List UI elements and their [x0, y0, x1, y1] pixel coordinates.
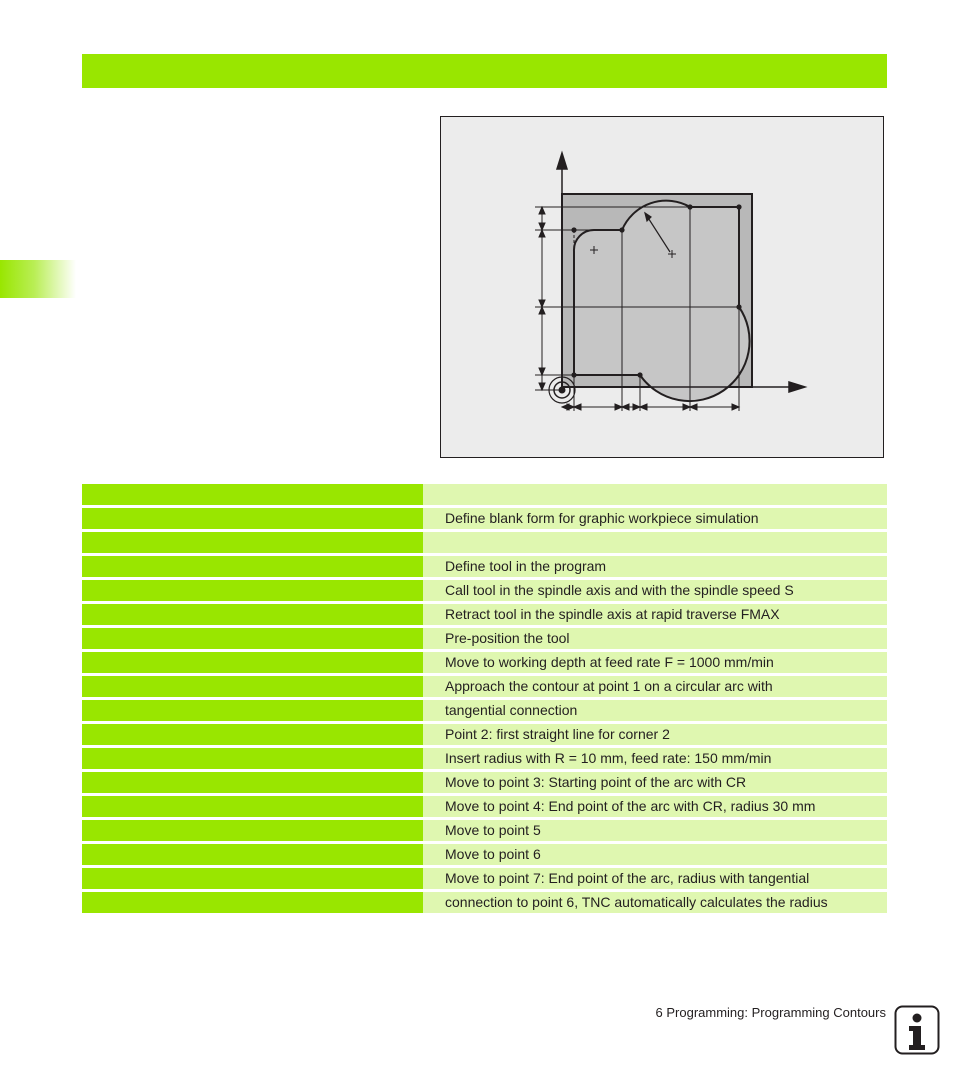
block-description: Insert radius with R = 10 mm, feed rate: 150 mm/min [423, 748, 887, 769]
nc-block-cell [82, 628, 423, 649]
contour-drawing [441, 117, 883, 457]
block-description [423, 484, 887, 505]
block-description: tangential connection [423, 700, 887, 721]
block-description: Retract tool in the spindle axis at rapid traverse FMAX [423, 604, 887, 625]
block-description [423, 532, 887, 553]
nc-block-cell [82, 484, 423, 505]
chapter-footer: 6 Programming: Programming Contours [655, 1005, 886, 1020]
program-row [82, 580, 887, 601]
block-description: Move to point 4: End point of the arc with CR, radius 30 mm [423, 796, 887, 817]
program-row [82, 820, 887, 841]
nc-block-cell [82, 892, 423, 913]
program-row [82, 676, 887, 697]
program-listing [82, 484, 887, 916]
block-description: Define tool in the program [423, 556, 887, 577]
program-row [82, 652, 887, 673]
nc-block-cell [82, 532, 423, 553]
nc-block-cell [82, 508, 423, 529]
contour-path [574, 201, 750, 401]
block-description: Pre-position the tool [423, 628, 887, 649]
block-description: Call tool in the spindle axis and with the spindle speed S [423, 580, 887, 601]
block-description: Move to point 7: End point of the arc, radius with tangential [423, 868, 887, 889]
program-row [82, 700, 887, 721]
nc-block-cell [82, 868, 423, 889]
block-description: connection to point 6, TNC automatically calculates the radius [423, 892, 887, 913]
info-icon [894, 1005, 940, 1055]
block-description: Move to point 3: Starting point of the arc with CR [423, 772, 887, 793]
program-row [82, 604, 887, 625]
program-row [82, 556, 887, 577]
horizontal-dimensions [562, 404, 739, 410]
block-description: Move to point 5 [423, 820, 887, 841]
nc-block-cell [82, 820, 423, 841]
program-row [82, 532, 887, 553]
nc-block-cell [82, 772, 423, 793]
contour-figure [440, 116, 884, 458]
nc-block-cell [82, 700, 423, 721]
program-row [82, 508, 887, 529]
nc-block-cell [82, 652, 423, 673]
block-description: Approach the contour at point 1 on a circular arc with [423, 676, 887, 697]
chapter-side-tab [0, 260, 76, 298]
program-row [82, 628, 887, 649]
nc-block-cell [82, 580, 423, 601]
nc-block-cell [82, 796, 423, 817]
program-row [82, 868, 887, 889]
block-description: Define blank form for graphic workpiece simulation [423, 508, 887, 529]
nc-block-cell [82, 556, 423, 577]
program-row [82, 844, 887, 865]
nc-block-cell [82, 724, 423, 745]
nc-block-cell [82, 604, 423, 625]
program-row [82, 748, 887, 769]
block-description: Point 2: first straight line for corner 2 [423, 724, 887, 745]
program-row [82, 892, 887, 913]
block-description: Move to working depth at feed rate F = 1000 mm/min [423, 652, 887, 673]
program-row [82, 484, 887, 505]
program-row [82, 724, 887, 745]
nc-block-cell [82, 748, 423, 769]
program-row [82, 772, 887, 793]
section-header-bar [82, 54, 887, 88]
nc-block-cell [82, 844, 423, 865]
nc-block-cell [82, 676, 423, 697]
vertical-dimensions [539, 207, 545, 390]
block-description: Move to point 6 [423, 844, 887, 865]
program-row [82, 796, 887, 817]
